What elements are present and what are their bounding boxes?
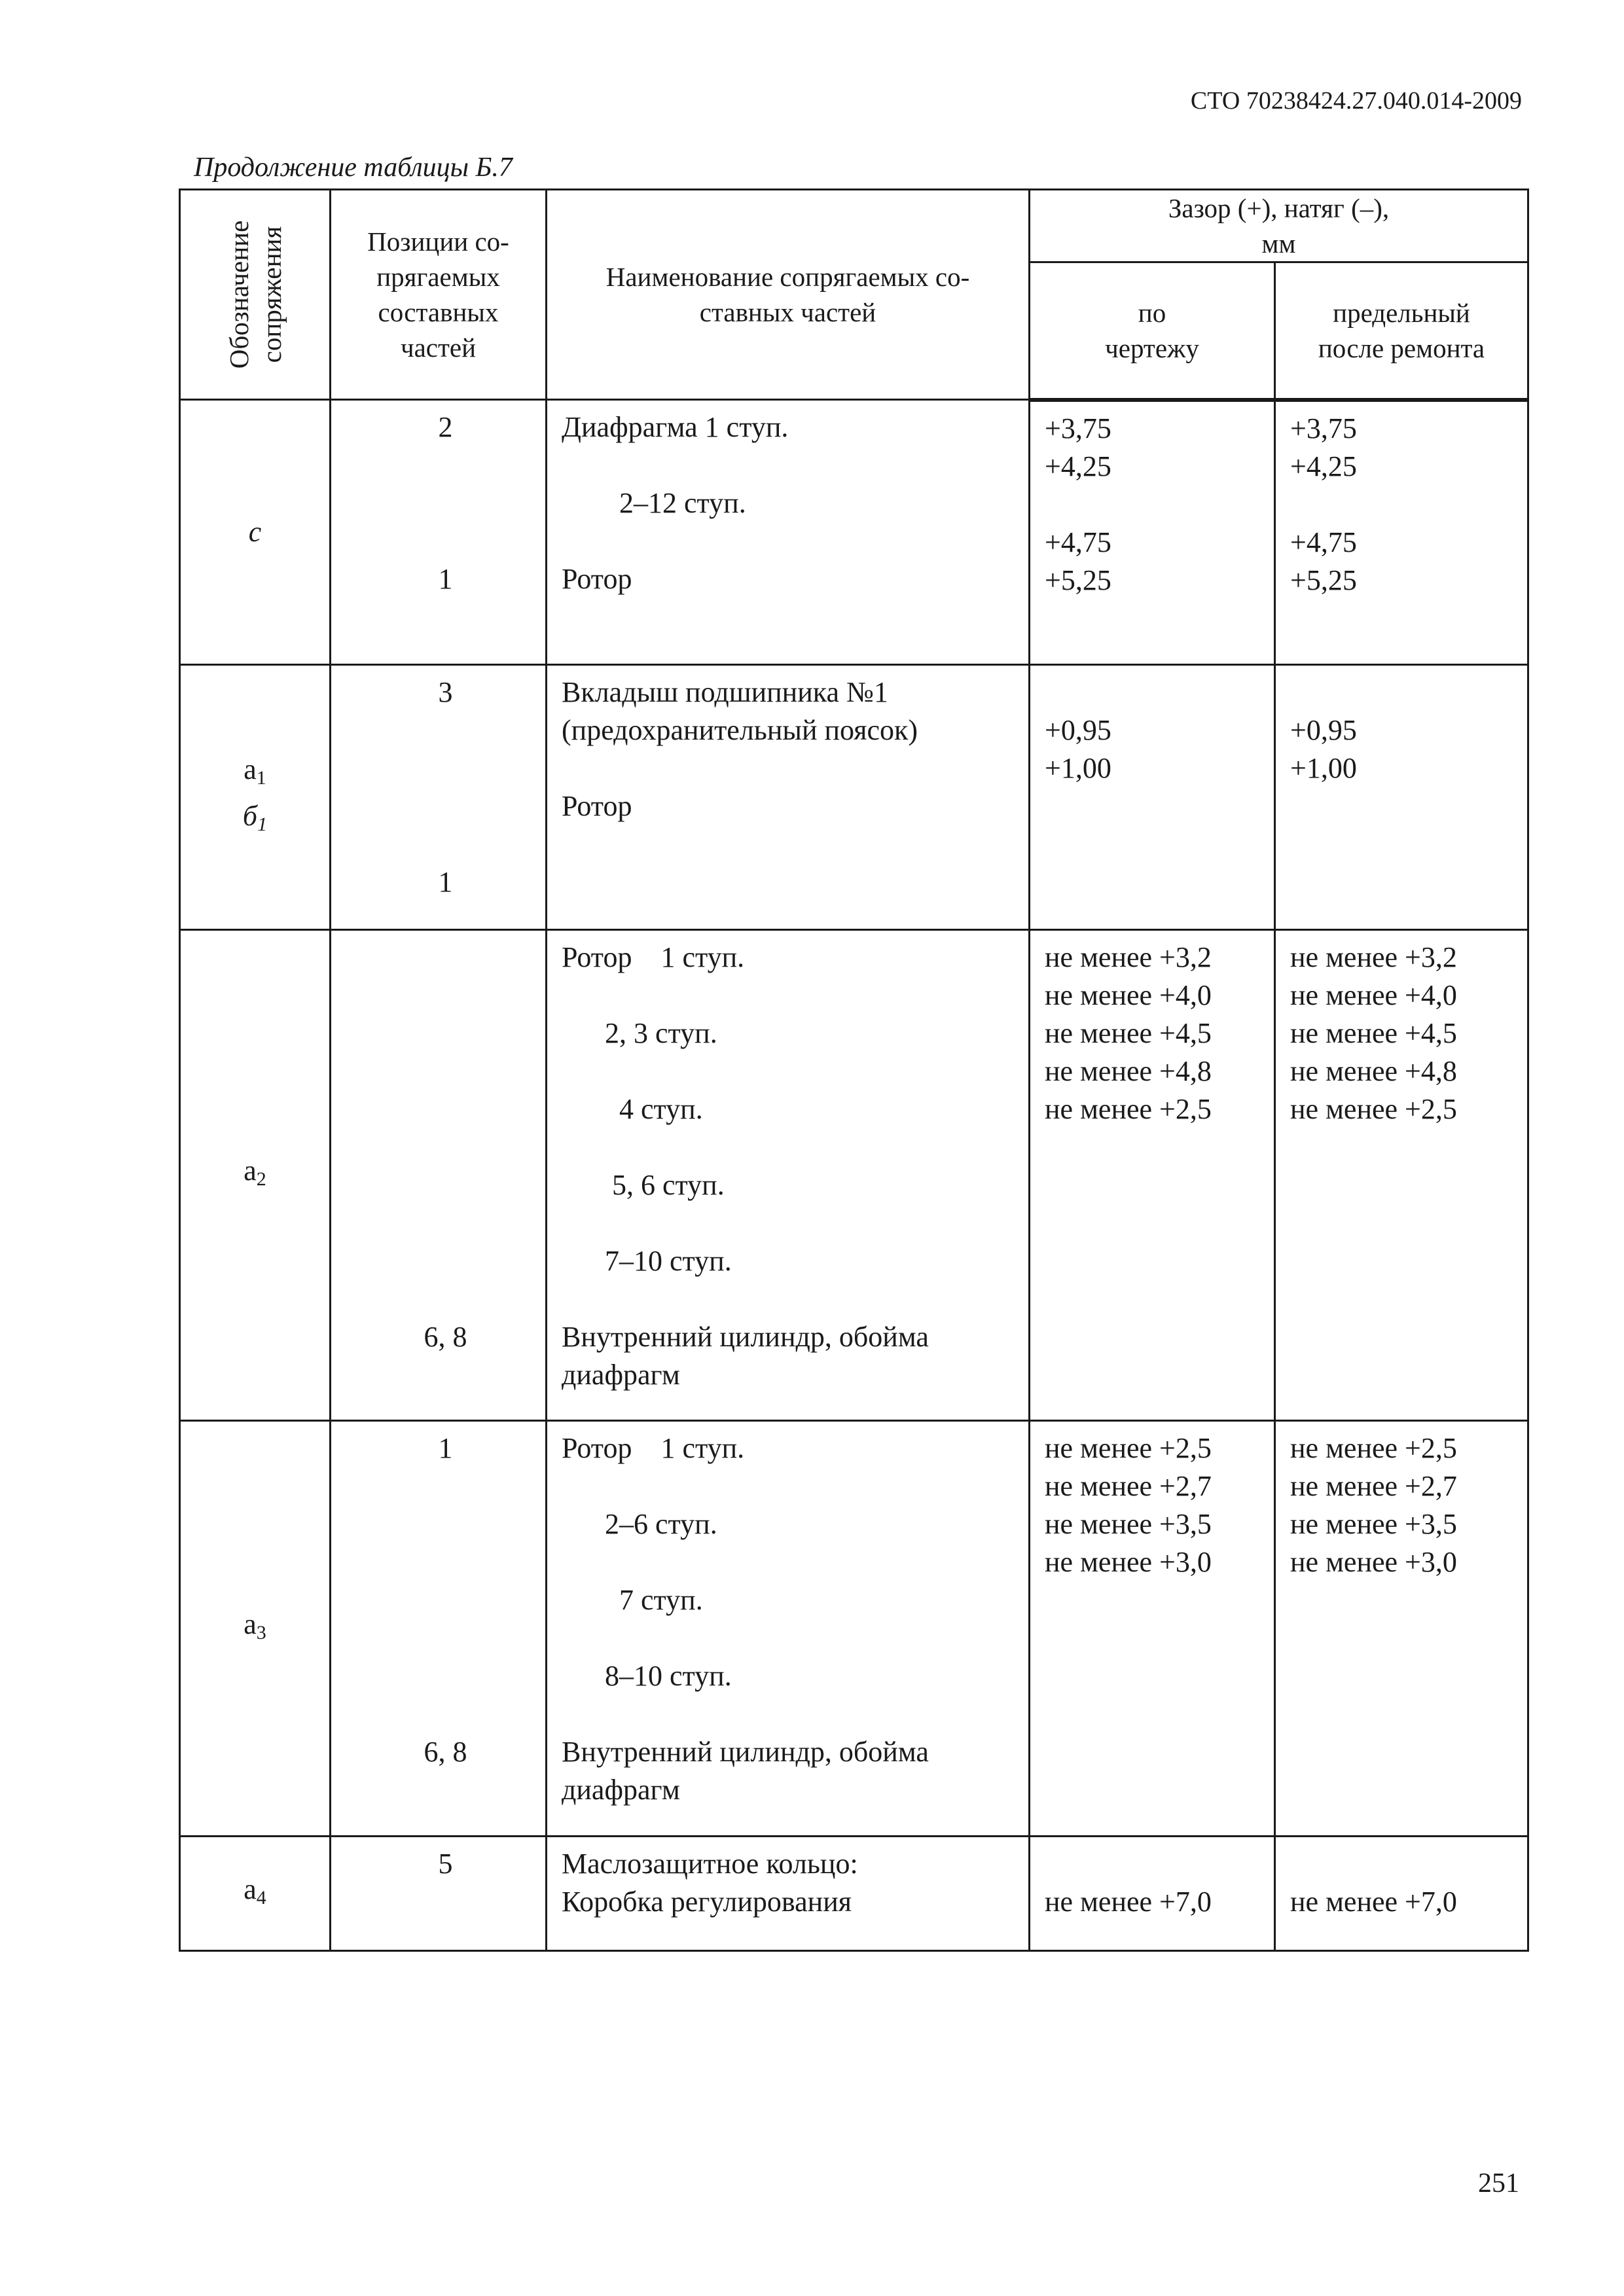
- names-cell-line: [562, 522, 1028, 560]
- positions-cell-line: [346, 1052, 545, 1090]
- names-cell-line: [562, 446, 1028, 484]
- document-code: СТО 70238424.27.040.014-2009: [1190, 87, 1522, 115]
- header-line: Зазор (+), натяг (–),: [1168, 193, 1390, 223]
- header-positions: [331, 190, 547, 400]
- limit-cell-line: не менее +3,2: [1290, 941, 1457, 973]
- by-drawing-cell-line: [1045, 673, 1274, 711]
- table-body: [180, 400, 1528, 1951]
- header-line: предельный: [1333, 297, 1470, 328]
- by-drawing-cell-line: [1045, 863, 1274, 901]
- names-cell-line: [562, 1695, 1028, 1733]
- names-cell-line: [562, 977, 1028, 1014]
- positions-cell-line: [346, 1280, 545, 1318]
- table-row: [180, 1421, 1528, 1837]
- names-cell-line: [562, 1204, 1028, 1242]
- by-drawing-cell-line: не менее +4,5: [1045, 1017, 1212, 1049]
- names-cell-line: диафрагм: [562, 1774, 680, 1806]
- by-drawing-cell-line: [1045, 1845, 1274, 1883]
- limit-cell-line: не менее +4,0: [1290, 979, 1457, 1011]
- positions-cell-line: 6, 8: [424, 1321, 467, 1353]
- limit-cell-line: +1,00: [1290, 752, 1357, 784]
- header-line: прягаемых: [376, 262, 500, 292]
- limit-cell-line: не менее +2,5: [1290, 1432, 1457, 1464]
- positions-cell-line: [346, 1543, 545, 1581]
- names-cell-line: Внутренний цилиндр, обойма: [562, 1736, 929, 1768]
- by-drawing-cell-line: не менее +3,2: [1045, 941, 1212, 973]
- positions-cell-line: [346, 1771, 545, 1809]
- names-cell-line: [562, 825, 1028, 863]
- header-by-drawing: [1030, 262, 1275, 400]
- header-line: чертежу: [1105, 332, 1199, 363]
- names-cell-line: [562, 1280, 1028, 1318]
- header-line: ставных частей: [699, 297, 876, 327]
- names-cell-line: Ротор: [562, 563, 632, 595]
- names-cell-line: 7 ступ.: [562, 1584, 703, 1616]
- positions-cell-line: [346, 1090, 545, 1128]
- names-cell: [547, 400, 1030, 665]
- names-cell-line: [562, 749, 1028, 787]
- limit-cell-line: не менее +2,5: [1290, 1093, 1457, 1125]
- designation-label: $б_1$: [242, 800, 268, 835]
- limit-cell-line: [1290, 673, 1527, 711]
- positions-cell-line: [346, 1505, 545, 1543]
- limit-cell-line: не менее +4,8: [1290, 1055, 1457, 1087]
- names-cell: [547, 1421, 1030, 1837]
- names-cell-line: Ротор: [562, 790, 632, 822]
- limit-cell-line: +4,25: [1290, 450, 1357, 482]
- table-row: [180, 400, 1528, 665]
- header-designation: [180, 190, 331, 400]
- positions-cell-line: 6, 8: [424, 1736, 467, 1768]
- positions-cell-line: [346, 1128, 545, 1166]
- header-line: Наименование сопрягаемых со-: [605, 262, 970, 292]
- positions-cell: [331, 665, 547, 930]
- positions-cell-line: 1: [438, 1432, 453, 1464]
- positions-cell-line: [346, 977, 545, 1014]
- positions-cell-line: 5: [438, 1848, 453, 1880]
- positions-cell: [331, 1421, 547, 1837]
- limit-cell-line: [1290, 1845, 1527, 1883]
- by-drawing-cell-line: [1045, 825, 1274, 863]
- table-row: [180, 930, 1528, 1421]
- names-cell-line: [562, 1543, 1028, 1581]
- names-cell-line: Маслозащитное кольцо:: [562, 1848, 858, 1880]
- by-drawing-cell: [1030, 400, 1275, 665]
- by-drawing-cell-line: не менее +2,7: [1045, 1470, 1212, 1502]
- positions-cell: [331, 1837, 547, 1951]
- positions-cell-line: [346, 1014, 545, 1052]
- table-caption: Продолжение таблицы Б.7: [194, 152, 513, 183]
- names-cell-line: 2–6 ступ.: [562, 1508, 717, 1540]
- limit-cell-line: +0,95: [1290, 714, 1357, 746]
- limit-cell: [1275, 1837, 1528, 1951]
- limit-cell-line: не менее +3,0: [1290, 1546, 1457, 1578]
- by-drawing-cell-line: не менее +3,0: [1045, 1546, 1212, 1578]
- positions-cell: [331, 400, 547, 665]
- positions-cell-line: [346, 939, 545, 977]
- limit-cell-line: [1290, 825, 1527, 863]
- designation-label: $a_3$: [244, 1607, 266, 1643]
- limit-cell-line: не менее +4,5: [1290, 1017, 1457, 1049]
- positions-cell-line: 1: [438, 563, 453, 595]
- header-line: Позиции со-: [367, 226, 509, 257]
- by-drawing-cell-line: +0,95: [1045, 714, 1111, 746]
- names-cell-line: диафрагм: [562, 1359, 680, 1391]
- names-cell-line: [562, 1467, 1028, 1505]
- names-cell-line: [562, 1128, 1028, 1166]
- designation-label: $a_4$: [244, 1873, 266, 1909]
- header-line: частей: [400, 332, 477, 363]
- limit-cell-line: не менее +2,7: [1290, 1470, 1457, 1502]
- names-cell-line: 8–10 ступ.: [562, 1660, 732, 1692]
- table-row: [180, 1837, 1528, 1951]
- positions-cell-line: [346, 787, 545, 825]
- designation-cell: [180, 1421, 331, 1837]
- by-drawing-cell: [1030, 1421, 1275, 1837]
- positions-cell-line: [346, 1581, 545, 1619]
- positions-cell-line: [346, 825, 545, 863]
- positions-cell-line: 3: [438, 676, 453, 708]
- positions-cell-line: [346, 1883, 545, 1921]
- names-cell: [547, 665, 1030, 930]
- positions-cell: [331, 930, 547, 1421]
- names-cell-line: Внутренний цилиндр, обойма: [562, 1321, 929, 1353]
- limit-cell: [1275, 665, 1528, 930]
- names-cell-line: [562, 1052, 1028, 1090]
- names-cell-line: 2, 3 ступ.: [562, 1017, 717, 1049]
- by-drawing-cell-line: не менее +3,5: [1045, 1508, 1212, 1540]
- by-drawing-cell-line: не менее +2,5: [1045, 1093, 1212, 1125]
- names-cell-line: 5, 6 ступ.: [562, 1169, 725, 1201]
- designation-label: $a_2$: [244, 1155, 266, 1190]
- positions-cell-line: 1: [438, 866, 453, 898]
- header-line: после ремонта: [1318, 332, 1485, 363]
- header-designation-line: сопряжения: [256, 226, 287, 363]
- by-drawing-cell-line: +3,75: [1045, 412, 1111, 444]
- header-designation-line: Обозначение: [223, 220, 254, 369]
- limit-cell-line: [1290, 787, 1527, 825]
- positions-cell-line: [346, 711, 545, 749]
- by-drawing-cell-line: не менее +7,0: [1045, 1886, 1212, 1918]
- positions-cell-line: [346, 1356, 545, 1394]
- by-drawing-cell-line: +4,75: [1045, 526, 1111, 558]
- positions-cell-line: [346, 1695, 545, 1733]
- limit-cell-line: +3,75: [1290, 412, 1357, 444]
- header-gap-group: [1030, 190, 1528, 262]
- by-drawing-cell: [1030, 1837, 1275, 1951]
- limit-cell-line: +4,75: [1290, 526, 1357, 558]
- positions-cell-line: [346, 1204, 545, 1242]
- designation-cell: [180, 1837, 331, 1951]
- names-cell-line: Диафрагма 1 ступ.: [562, 411, 789, 443]
- names-cell-line: (предохранительный поясок): [562, 714, 918, 746]
- positions-cell-line: [346, 749, 545, 787]
- positions-cell-line: [346, 1242, 545, 1280]
- by-drawing-cell-line: +4,25: [1045, 450, 1111, 482]
- header-names: [547, 190, 1030, 400]
- positions-cell-line: [346, 446, 545, 484]
- designation-label: $a_1$: [244, 753, 266, 789]
- header-limit: [1275, 262, 1528, 400]
- names-cell-line: [562, 1619, 1028, 1657]
- names-cell-line: Коробка регулирования: [562, 1886, 852, 1918]
- header-line: составных: [378, 297, 499, 327]
- names-cell-line: 2–12 ступ.: [562, 487, 746, 519]
- positions-cell-line: 2: [438, 411, 453, 443]
- names-cell-line: 7–10 ступ.: [562, 1245, 732, 1277]
- names-cell-line: [562, 863, 1028, 901]
- names-cell: [547, 930, 1030, 1421]
- by-drawing-cell-line: [1045, 787, 1274, 825]
- by-drawing-cell-line: не менее +4,8: [1045, 1055, 1212, 1087]
- by-drawing-cell-line: +1,00: [1045, 752, 1111, 784]
- by-drawing-cell-line: не менее +4,0: [1045, 979, 1212, 1011]
- limit-cell: [1275, 400, 1528, 665]
- limit-cell-line: [1290, 863, 1527, 901]
- clearance-table: [179, 188, 1529, 1952]
- limit-cell-line: не менее +3,5: [1290, 1508, 1457, 1540]
- designation-cell: [180, 930, 331, 1421]
- designation-label: c: [248, 516, 262, 548]
- names-cell-line: Ротор 1 ступ.: [562, 1432, 745, 1464]
- limit-cell-line: +5,25: [1290, 564, 1357, 596]
- positions-cell-line: [346, 1657, 545, 1695]
- positions-cell-line: [346, 522, 545, 560]
- page-number: 251: [1478, 2168, 1519, 2198]
- names-cell-line: Ротор 1 ступ.: [562, 941, 745, 973]
- header-line: мм: [1261, 228, 1296, 259]
- limit-cell: [1275, 1421, 1528, 1837]
- by-drawing-cell: [1030, 665, 1275, 930]
- limit-cell-line: не менее +7,0: [1290, 1886, 1457, 1918]
- table-row: [180, 665, 1528, 930]
- by-drawing-cell-line: +5,25: [1045, 564, 1111, 596]
- positions-cell-line: [346, 484, 545, 522]
- positions-cell-line: [346, 1467, 545, 1505]
- names-cell: [547, 1837, 1030, 1951]
- by-drawing-cell: [1030, 930, 1275, 1421]
- by-drawing-cell-line: не менее +2,5: [1045, 1432, 1212, 1464]
- positions-cell-line: [346, 1166, 545, 1204]
- limit-cell: [1275, 930, 1528, 1421]
- designation-cell: [180, 665, 331, 930]
- names-cell-line: Вкладыш подшипника №1: [562, 676, 888, 708]
- designation-cell: [180, 400, 331, 665]
- header-line: по: [1138, 297, 1166, 328]
- by-drawing-cell-line: [1045, 486, 1274, 524]
- limit-cell-line: [1290, 486, 1527, 524]
- positions-cell-line: [346, 1619, 545, 1657]
- names-cell-line: 4 ступ.: [562, 1093, 703, 1125]
